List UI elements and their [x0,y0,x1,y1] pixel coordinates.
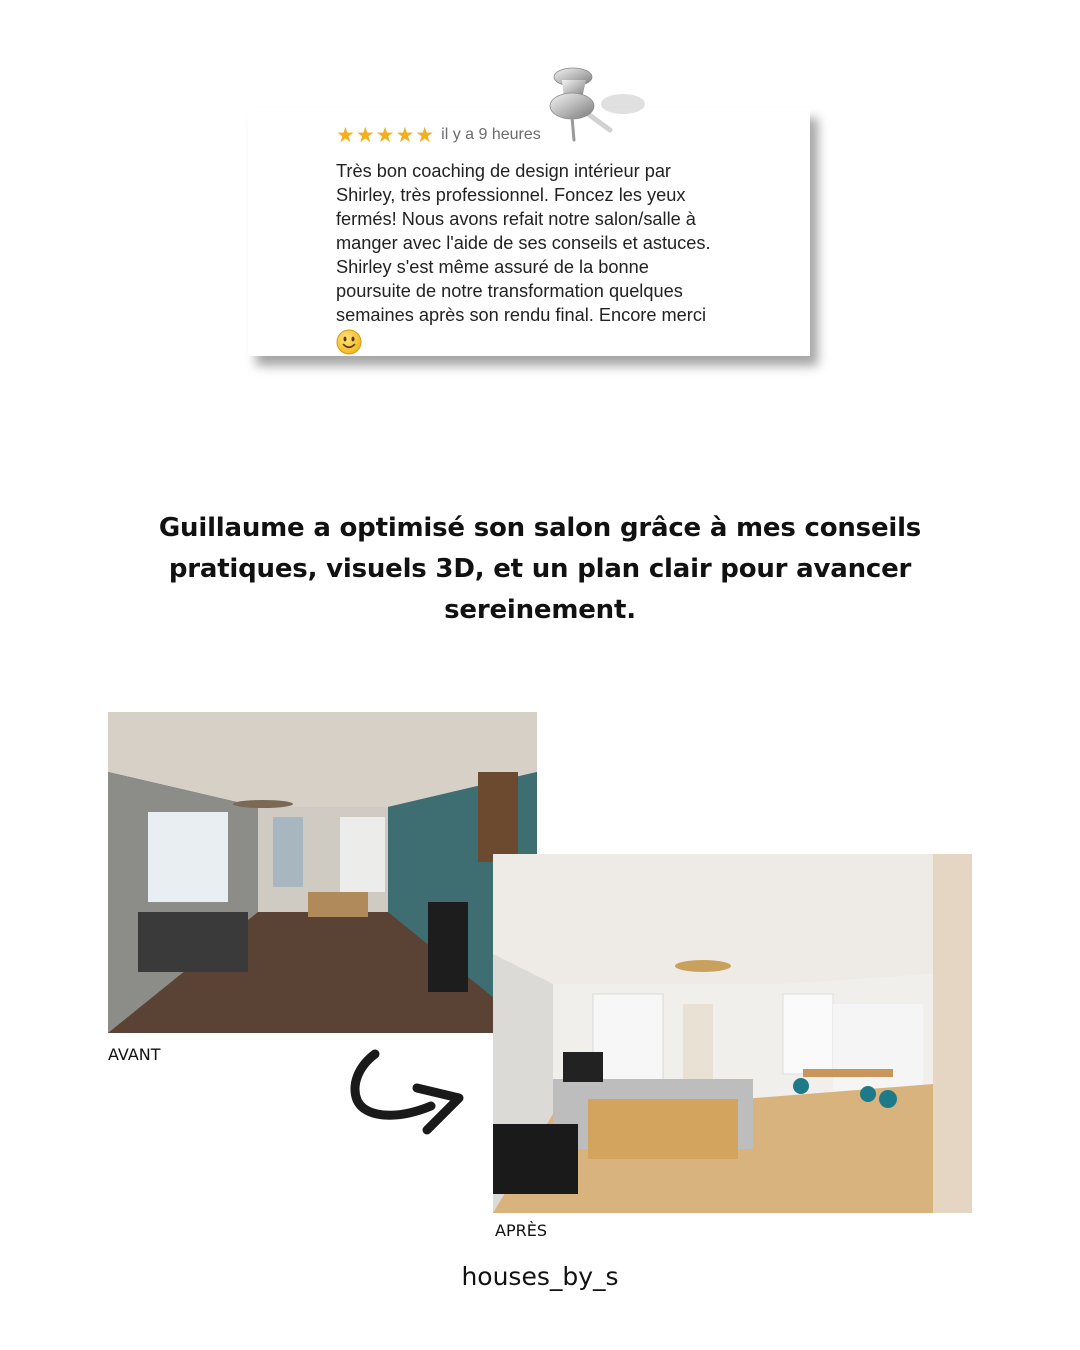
push-pin-icon [528,62,658,154]
before-photo [108,712,537,1033]
review-text: Très bon coaching de design intérieur par Shirley, très professionnel. Foncez les yeux fermés! Nous avons refait notre salon/salle à manger avec l'aide de ses conseils et astuces. Shirley s'est même assuré de la bonne poursuite de notre transformation quelques semaines après son rendu final. Encore merci [336,161,711,325]
curved-arrow-icon [345,1048,469,1140]
review-time: il y a 9 heures [441,126,541,143]
before-label: AVANT [108,1045,161,1064]
rating-stars: ★★★★★ [336,123,436,147]
account-handle: houses_by_s [461,1262,619,1291]
after-photo [493,854,972,1213]
after-label: APRÈS [495,1221,547,1240]
headline: Guillaume a optimisé son salon grâce à mes conseils pratiques, visuels 3D, et un plan clair pour avancer sereinement. [158,513,922,625]
smiley-face-icon [336,329,362,360]
